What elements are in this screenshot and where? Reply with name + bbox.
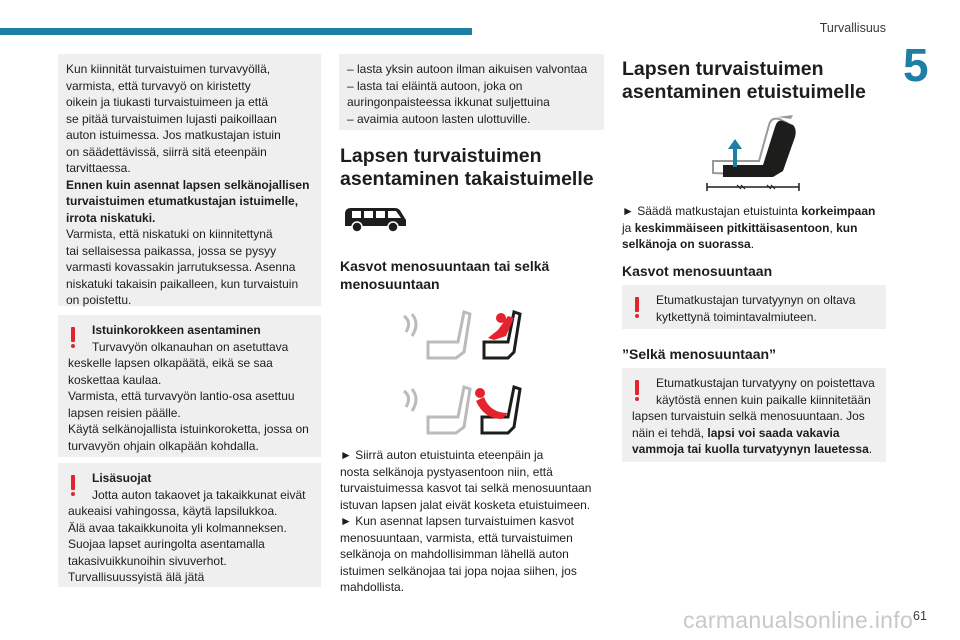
- intro-bold-line: turvaistuimen etumatkustajan istuimelle,: [66, 194, 299, 208]
- instruction-bold: keskimmäiseen pitkittäisasentoon: [634, 220, 830, 235]
- watermark: carmanualsonline.info: [683, 607, 914, 633]
- warning-line: turvavyön ohjain olkapään kohdalla.: [68, 438, 259, 453]
- list-item: – lasta tai eläintä autoon, joka on: [347, 78, 523, 93]
- instruction-bold: korkeimpaan: [801, 204, 876, 218]
- seat-adjust-icon: [703, 113, 803, 193]
- body-line: selkänoja on mahdollisimman lähellä auton: [340, 547, 569, 561]
- instruction-text: .: [750, 237, 755, 251]
- warning-line: aukeaisi vahingossa, käytä lapsilukkoa.: [68, 504, 278, 518]
- heading-line: asentaminen takaistuimelle: [340, 168, 594, 190]
- intro-line: varmista, että turvavyö on kiristetty: [66, 78, 251, 93]
- rear-seat-instructions: [340, 447, 610, 596]
- heading-line: Lapsen turvaistuimen: [340, 145, 542, 167]
- warning-text: näin ei tehdä,: [632, 425, 708, 440]
- heading-rear-seat: [340, 145, 610, 191]
- warning-booster-seat: [58, 315, 321, 457]
- intro-line: on säädettävissä, siirrä sitä eteenpäin: [66, 144, 267, 159]
- intro-box: [58, 54, 321, 306]
- page-number: 61: [913, 609, 927, 623]
- warning-extra-protection: [58, 463, 321, 587]
- instruction-line: [622, 236, 892, 253]
- instruction-line: [622, 220, 892, 237]
- instruction-text: ,: [829, 220, 837, 235]
- warning-line: Etumatkustajan turvatyynyn on oltava: [656, 293, 856, 307]
- intro-bold-line: Ennen kuin asennat lapsen selkänojallisen: [66, 177, 310, 192]
- warning-line: Turvavyön olkanauhan on asetuttava: [92, 339, 289, 354]
- warning-line: kytkettynä toimintavalmiuteen.: [656, 309, 817, 324]
- warning-line: Varmista, että turvavyön lantio-osa asettuu: [68, 389, 295, 403]
- warning-line: Käytä selkänojallista istuinkoroketta, jossa on: [68, 422, 309, 436]
- intro-line: tai sellaisessa paikassa, jossa se pysyy: [66, 243, 277, 258]
- chapter-number: 5: [903, 39, 929, 91]
- child-seat-forward-icon: [398, 308, 523, 364]
- intro-line: auton istuimessa. Jos matkustajan istuin: [66, 128, 281, 142]
- list-item: auringonpaisteessa ikkunat suljettuina: [347, 95, 550, 109]
- section-title: Turvallisuus: [819, 21, 886, 35]
- warning-line: Turvallisuussyistä älä jätä: [68, 570, 205, 584]
- warning-icon: [633, 297, 641, 318]
- warning-line: [632, 425, 878, 442]
- instruction-line: [622, 203, 892, 220]
- front-seat-instruction: [622, 203, 892, 253]
- intro-line: varmasti kovassakin jarrutuksessa. Asenna: [66, 260, 296, 274]
- instruction-bold: kun: [836, 220, 858, 235]
- body-line: mahdollista.: [340, 580, 405, 594]
- warning-title: Lisäsuojat: [92, 471, 152, 485]
- warning-text: .: [868, 442, 873, 456]
- body-line: ► Siirrä auton etuistuinta eteenpäin ja: [340, 448, 544, 462]
- heading-front-seat: [622, 58, 892, 104]
- body-line: menosuuntaan, varmista, että turvaistuimen: [340, 530, 573, 545]
- warning-icon: [633, 380, 641, 401]
- header-accent-bar: [0, 28, 472, 35]
- warning-line: Älä avaa takaikkunoita yli kolmanneksen.: [68, 520, 287, 535]
- body-line: turvaistuimessa kasvot tai selkä menosuuntaan: [340, 481, 592, 495]
- warning-line: käytöstä ennen kuin paikalle kiinnitetään: [656, 392, 871, 407]
- van-icon: [341, 202, 409, 234]
- subheading-face-or-back: [340, 257, 610, 293]
- list-item: – avaimia autoon lasten ulottuville.: [347, 111, 531, 126]
- warning-line: lapsen turvaistuin selkä menosuuntaan. Jos: [632, 409, 865, 423]
- warning-line: keskelle lapsen olkapäätä, eikä se saa: [68, 356, 273, 370]
- heading-line: Lapsen turvaistuimen: [622, 58, 824, 80]
- warning-airbag-active: [622, 285, 886, 329]
- child-seat-rearward-icon: [398, 383, 523, 439]
- subheading-line: menosuuntaan: [340, 276, 440, 292]
- body-line: istuimen selkänojaa tai jopa nojaa siihen, jos: [340, 563, 577, 578]
- warning-bold: lapsi voi saada vakavia: [707, 425, 840, 440]
- intro-line: on poistettu.: [66, 293, 132, 307]
- warning-line: [632, 441, 878, 458]
- body-line: istuvan lapsen jalat eivät kosketa etuistuimeen.: [340, 497, 591, 512]
- heading-line: asentaminen etuistuimelle: [622, 81, 866, 103]
- warning-icon: [69, 475, 77, 496]
- warning-icon: [69, 327, 77, 348]
- instruction-text: ja: [622, 220, 635, 235]
- intro-line: oikein ja tiukasti turvaistuimeen ja että: [66, 95, 269, 109]
- intro-bold-line: irrota niskatuki.: [66, 210, 156, 225]
- warning-line: lapsen reisien päälle.: [68, 405, 181, 420]
- warning-airbag-disabled: [622, 368, 886, 462]
- instruction-bold: selkänoja on suorassa: [622, 237, 751, 251]
- warning-line: Suojaa lapset auringolta asentamalla: [68, 537, 265, 551]
- warning-line: Jotta auton takaovet ja takaikkunat eivät: [92, 487, 306, 502]
- subheading-rear-facing: ”Selkä menosuuntaan”: [622, 346, 777, 362]
- subheading-line: Kasvot menosuuntaan tai selkä: [340, 258, 550, 274]
- warning-line: koskettaa kaulaa.: [68, 372, 162, 387]
- warning-line: takasivuikkunoihin sivuverhot.: [68, 553, 227, 568]
- intro-line: niskatuki takaisin paikalleen, kun turvaistuin: [66, 276, 299, 291]
- instruction-text: ► Säädä matkustajan etuistuinta: [622, 204, 802, 218]
- subheading-forward-facing: Kasvot menosuuntaan: [622, 263, 773, 279]
- list-item: – lasta yksin autoon ilman aikuisen valvontaa: [347, 62, 588, 76]
- warning-bold: vammoja tai kuolla turvatyynyn lauetessa: [632, 442, 869, 456]
- body-line: ► Kun asennat lapsen turvaistuimen kasvot: [340, 514, 575, 528]
- intro-line: se pitää turvaistuimen lujasti paikoillaan: [66, 111, 277, 126]
- warning-line: Etumatkustajan turvatyyny on poistettava: [656, 376, 875, 390]
- list-box: [339, 54, 604, 130]
- intro-line: tarvittaessa.: [66, 161, 131, 175]
- warning-title: Istuinkorokkeen asentaminen: [92, 323, 261, 337]
- body-line: nosta selkänoja pystyasentoon niin, että: [340, 464, 553, 479]
- intro-line: Kun kiinnität turvaistuimen turvavyöllä,: [66, 62, 271, 76]
- intro-line: Varmista, että niskatuki on kiinnitettynä: [66, 227, 273, 241]
